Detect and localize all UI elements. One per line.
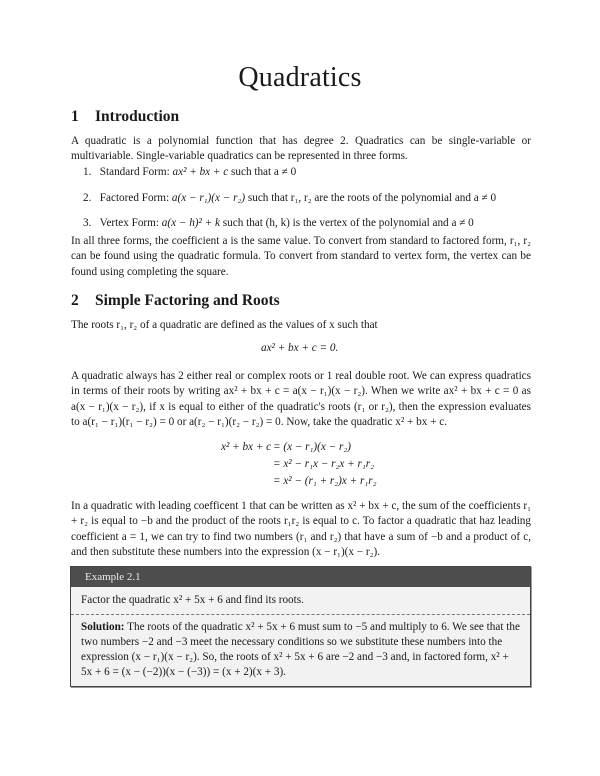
section-heading-introduction bbox=[71, 108, 179, 126]
section-title: Simple Factoring and Roots bbox=[95, 292, 280, 309]
section-heading-simple-factoring bbox=[71, 292, 280, 310]
form-expression: ax² + bx + c bbox=[172, 166, 229, 178]
display-equation: ax² + bx + c = 0. bbox=[261, 342, 339, 354]
aligned-rhs-2: = x² − r₁x − r₂x + r₁r₂ bbox=[273, 458, 374, 470]
solution-text: The roots of the quadratic x² + 5x + 6 must sum to −5 and multiply to 6. We see that the two numbers −2 and −3 meet the necessary conditions so we substitute these numbers into the expression (x − r₁)(x − r₂). So, the roots of x² + 5x + 6 are −2 and −3 and, in factored form, x² + 5x + 6 = (x − (−2))(x − (−3)) = (x + 2)(x + 3). bbox=[81, 621, 520, 678]
section-number: 1 bbox=[71, 108, 79, 125]
list-number: 1. bbox=[83, 166, 92, 178]
form-item-vertex bbox=[83, 217, 474, 229]
form-label: Factored Form: bbox=[99, 192, 170, 204]
form-label: Vertex Form: bbox=[99, 217, 159, 229]
list-number: 2. bbox=[83, 192, 92, 204]
roots-definition-paragraph: The roots r₁, r₂ of a quadratic are defined as the values of x such that bbox=[71, 319, 378, 331]
vieta-paragraph: In a quadratic with leading coefficent 1 that can be written as x² + bx + c, the sum of the coefficients r₁ + r₂ is equal to −b and the product of the roots r₁r₂ is equal to c. To factor a quadratic that haz leading coefficient a = 1, we can try to find two numbers (r₁ and r₂) that have a sum of −b and a product of c, and then substitute these numbers into the expression (x − r₁)(x − r₂). bbox=[71, 500, 531, 558]
form-condition: such that a ≠ 0 bbox=[231, 166, 297, 178]
intro-paragraph: A quadratic is a polynomial function that has degree 2. Quadratics can be single-variable or multivariable. Single-variable quadratics can be represented in three forms. bbox=[71, 135, 531, 163]
example-solution bbox=[71, 615, 530, 680]
example-title: Example 2.1 bbox=[71, 567, 530, 587]
aligned-rhs-1: = (x − r₁)(x − r₂) bbox=[273, 441, 351, 453]
form-expression: a(x − r₁)(x − r₂) bbox=[171, 192, 246, 204]
section-number: 2 bbox=[71, 292, 79, 309]
aligned-lhs: x² + bx + c bbox=[221, 441, 272, 453]
form-condition: such that r₁, r₂ are the roots of the polynomial and a ≠ 0 bbox=[247, 192, 497, 204]
solution-label: Solution: bbox=[81, 621, 125, 633]
form-item-standard bbox=[83, 166, 296, 178]
form-item-factored bbox=[83, 192, 496, 204]
form-expression: a(x − h)² + k bbox=[161, 217, 220, 229]
example-question: Factor the quadratic x² + 5x + 6 and find its roots. bbox=[71, 587, 530, 615]
document-title: Quadratics bbox=[238, 62, 362, 93]
forms-closing-paragraph: In all three forms, the coefficient a is the same value. To convert from standard to factored form, r₁, r₂ can be found using the quadratic formula. To convert from standard to vertex form, the vertex can be found using completing the square. bbox=[71, 235, 531, 278]
roots-explanation-paragraph: A quadratic always has 2 either real or complex roots or 1 real double root. We can express quadratics in terms of their roots by writing ax² + bx + c = a(x − r₁)(x − r₂). When we write ax² + bx + c = 0 as a(x − r₁)(x − r₂), if x is equal to either of the quadratic's roots (r₁ or r₂), then the expression evaluates to a(r₁ − r₁)(r₁ − r₂) = 0 or a(r₂ − r₁)(r₂ − r₂) = 0. Now, take the quadratic x² + bx + c. bbox=[71, 370, 531, 428]
form-label: Standard Form: bbox=[99, 166, 170, 178]
form-condition: such that (h, k) is the vertex of the polynomial and a ≠ 0 bbox=[222, 217, 474, 229]
aligned-rhs-3: = x² − (r₁ + r₂)x + r₁r₂ bbox=[273, 475, 377, 487]
list-number: 3. bbox=[83, 217, 92, 229]
section-title: Introduction bbox=[95, 108, 180, 125]
example-box bbox=[70, 566, 531, 687]
